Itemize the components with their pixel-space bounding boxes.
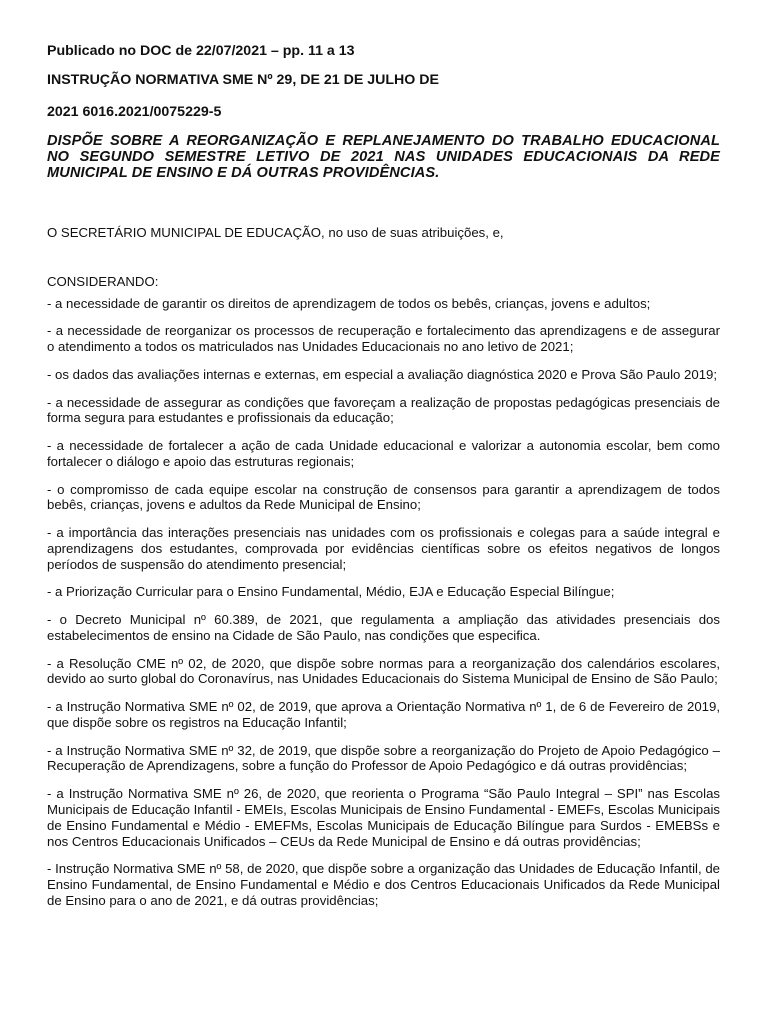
- considerando-item: - a necessidade de garantir os direitos de aprendizagem de todos os bebês, crianças, jovens e adultos;: [47, 295, 651, 311]
- considerando-item: - o compromisso de cada equipe escolar na construção de consensos para garantir a aprendizagem de todos bebês, crianças, jovens e adultos da Rede Municipal de Ensino;: [47, 481, 720, 513]
- document-ementa: DISPÕE SOBRE A REORGANIZAÇÃO E REPLANEJAMENTO DO TRABALHO EDUCACIONAL NO SEGUNDO SEMESTRE LETIVO DE 2021 NAS UNIDADES EDUCACIONAIS DA REDE MUNICIPAL DE ENSINO E DÁ OUTRAS PROVIDÊNCIAS.: [47, 133, 720, 181]
- document-title: INSTRUÇÃO NORMATIVA SME Nº 29, DE 21 DE JULHO DE: [47, 72, 439, 88]
- considerando-item: - os dados das avaliações internas e externas, em especial a avaliação diagnóstica 2020 e Prova São Paulo 2019;: [47, 366, 718, 382]
- considerando-item: - a Priorização Curricular para o Ensino Fundamental, Médio, EJA e Educação Especial Bilíngue;: [47, 584, 615, 600]
- considerando-item: - Instrução Normativa SME nº 58, de 2020, que dispõe sobre a organização das Unidades de Educação Infantil, de Ensino Fundamental, de Ensino Fundamental e Médio e dos Centros Educacionais Unificados da Rede Municipal de Ensino para o ano de 2021, e dá outras providências;: [47, 861, 720, 909]
- considerando-item: - a necessidade de assegurar as condições que favoreçam a realização de propostas pedagógicas presenciais de forma segura para estudantes e profissionais da educação;: [47, 394, 720, 426]
- considerando-item: - a necessidade de fortalecer a ação de cada Unidade educacional e valorizar a autonomia escolar, bem como fortalecer o diálogo e apoio das estruturas regionais;: [47, 438, 720, 469]
- considerando-heading: CONSIDERANDO:: [47, 273, 159, 289]
- publication-note: Publicado no DOC de 22/07/2021 – pp. 11 a 13: [47, 43, 355, 59]
- considerando-item: - a necessidade de reorganizar os processos de recuperação e fortalecimento das aprendizagens e de assegurar o atendimento a todos os matriculados nas Unidades Educacionais no ano letivo de 2021;: [47, 323, 720, 355]
- considerando-item: - a importância das interações presenciais nas unidades com os profissionais e colegas para a saúde integral e aprendizagens dos estudantes, comprovada por evidências científicas sobre os efeitos negativos de longos períodos de suspensão do atendimento presencial;: [47, 525, 720, 572]
- considerando-item: - a Instrução Normativa SME nº 32, de 2019, que dispõe sobre a reorganização do Projeto de Apoio Pedagógico – Recuperação de Aprendizagens, sobre a função do Professor de Apoio Pedagógico e dá outras providências;: [47, 742, 720, 774]
- considerando-item: - a Instrução Normativa SME nº 02, de 2019, que aprova a Orientação Normativa nº 1, de 6 de Fevereiro de 2019, que dispõe sobre os registros na Educação Infantil;: [47, 699, 720, 730]
- considerando-item: - a Resolução CME nº 02, de 2020, que dispõe sobre normas para a reorganização dos calendários escolares, devido ao surto global do Coronavírus, nas Unidades Educacionais do Sistema Municipal de Ensino de São Paulo;: [47, 655, 720, 687]
- considerando-item: - a Instrução Normativa SME nº 26, de 2020, que reorienta o Programa “São Paulo Integral – SPI” nas Escolas Municipais de Educação Infantil - EMEIs, Escolas Municipais de Ensino Fundamental - EMEFs, Escolas Municipais de Ensino Fundamental e Médio - EMEFMs, Escolas Municipais de Educação Bilíngue para Surdos - EMEBSs e nos Centros Educacionais Unificados – CEUs da Rede Municipal de Ensino e dá outras providências;: [47, 786, 720, 849]
- considerando-item: - o Decreto Municipal nº 60.389, de 2021, que regulamenta a ampliação das atividades presenciais dos estabelecimentos de ensino na Cidade de São Paulo, nas condições que especifica.: [47, 612, 720, 643]
- document-process-number: 2021 6016.2021/0075229-5: [47, 104, 222, 120]
- preamble-paragraph: O SECRETÁRIO MUNICIPAL DE EDUCAÇÃO, no uso de suas atribuições, e,: [47, 225, 504, 240]
